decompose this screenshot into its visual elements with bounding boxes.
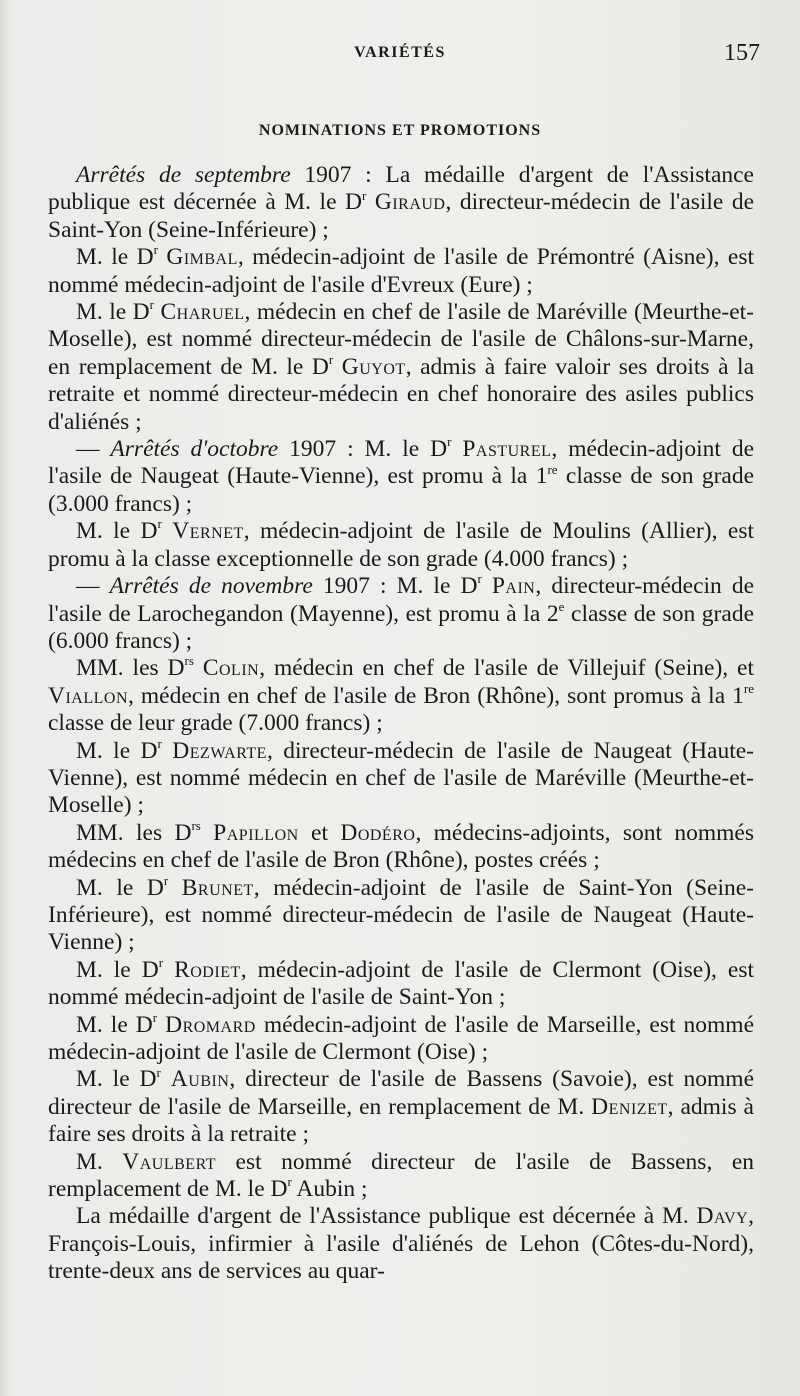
text-run: M. le D bbox=[76, 518, 158, 545]
text-run: M. le D bbox=[76, 737, 158, 764]
text-run: , admis à faire valoir ses droits à la retraite et nommé directeur-médecin en chef honoraire des asiles publics d'aliénés ; bbox=[48, 353, 755, 435]
person-name: Colin bbox=[202, 655, 260, 682]
paragraph-15 bbox=[48, 1203, 754, 1285]
text-run: M. le D bbox=[76, 244, 154, 271]
text-run: , médecin-adjoint de l'asile de Moulins (Allier), est promu à la classe exceptionnelle de son grade (4.000 francs) ; bbox=[48, 518, 755, 572]
text-run: , admis à faire ses droits à la retraite ; bbox=[48, 1093, 754, 1148]
text-run: , médecin-adjoint de l'asile de Prémontré (Aisne), est nommé médecin-adjoint de l'asile d'Evreux (Eure) ; bbox=[48, 244, 755, 298]
text-run: — bbox=[76, 573, 110, 600]
person-name: Vaulbert bbox=[122, 1148, 217, 1175]
paragraph-13 bbox=[48, 1066, 754, 1148]
superscript: rs bbox=[191, 817, 201, 833]
person-name: Denizet bbox=[591, 1093, 668, 1120]
text-run: M. le D bbox=[76, 299, 150, 326]
superscript: r bbox=[287, 1174, 292, 1190]
person-name: Brunet bbox=[181, 874, 254, 901]
text-run: classe de son grade (3.000 francs) ; bbox=[48, 463, 755, 517]
text-run: , médecins-adjoints, sont nommés médecins en chef de l'asile de Bron (Rhône), postes créés ; bbox=[48, 819, 755, 874]
text-run: , médecin en chef de l'asile de Bron (Rhône), sont promus à la 1 bbox=[128, 682, 744, 709]
date-heading: Arrêtés d'octobre bbox=[110, 436, 279, 463]
text-run: et bbox=[298, 819, 341, 846]
text-run: 1907 : M. le D bbox=[278, 436, 448, 463]
text-run: M. le D bbox=[76, 956, 159, 983]
text-run: classe de son grade (6.000 francs) ; bbox=[48, 600, 754, 654]
superscript: r bbox=[477, 571, 482, 587]
text-run: 1907 : La médaille d'argent de l'Assistance publique est décernée à M. le D bbox=[48, 162, 754, 216]
date-heading: Arrêtés de novembre bbox=[109, 573, 313, 600]
superscript: r bbox=[149, 297, 154, 313]
superscript: e bbox=[558, 598, 565, 614]
running-head bbox=[0, 40, 800, 70]
superscript: rs bbox=[184, 653, 194, 669]
person-name: Pasturel bbox=[462, 436, 552, 463]
text-run: M. bbox=[76, 1148, 123, 1175]
date-heading: Arrêtés de septembre bbox=[76, 162, 291, 188]
superscript: r bbox=[152, 1009, 158, 1025]
person-name: Dromard bbox=[165, 1011, 256, 1038]
person-name: Giraud bbox=[374, 189, 446, 216]
text-run: est nommé directeur de l'asile de Bassens, en remplacement de M. le D bbox=[48, 1148, 754, 1203]
text-run: , directeur de l'asile de Bassens (Savoie), est nommé directeur de l'asile de Marseille, en remplacement de M. bbox=[48, 1066, 755, 1120]
superscript: r bbox=[361, 187, 367, 203]
text-run: , médecin-adjoint de l'asile de Naugeat (Haute-Vienne), est promu à la 1 bbox=[48, 436, 754, 490]
person-name: Viallon bbox=[48, 682, 129, 709]
text-run: MM. les D bbox=[76, 819, 192, 846]
person-name: Gimbal bbox=[166, 244, 238, 271]
text-run: , directeur-médecin de l'asile de Naugeat (Haute-Vienne), est nommé médecin en chef de l'asile de Maréville (Meurthe-et-Moselle) ; bbox=[48, 737, 755, 819]
paragraph-2 bbox=[48, 244, 754, 299]
person-name: Pain bbox=[491, 573, 536, 600]
text-run: M. le D bbox=[76, 1011, 153, 1038]
person-name: Papillon bbox=[213, 819, 299, 846]
superscript: r bbox=[157, 516, 162, 532]
text-run: , François-Louis, infirmier à l'asile d'aliénés de Lehon (Côtes-du-Nord), trente-deux ans de services au quar- bbox=[48, 1203, 754, 1285]
paragraph-4 bbox=[48, 436, 754, 518]
text-run: classe de leur grade (7.000 francs) ; bbox=[48, 710, 383, 737]
paragraph-7 bbox=[48, 655, 754, 737]
superscript: r bbox=[447, 434, 452, 450]
text-run: , médecin en chef de l'asile de Maréville (Meurthe-et-Moselle), est nommé directeur-médecin de l'asile de Châlons-sur-Marne, en remplacement de M. le D bbox=[48, 299, 755, 380]
paragraph-6 bbox=[48, 573, 754, 655]
paragraph-11 bbox=[48, 954, 755, 1012]
text-run: 1907 : M. le D bbox=[312, 573, 478, 600]
paragraph-1 bbox=[48, 162, 754, 244]
paragraph-12 bbox=[48, 1009, 755, 1067]
text-run: Aubin ; bbox=[291, 1176, 368, 1203]
superscript: r bbox=[158, 954, 164, 970]
text-run: médecin-adjoint de l'asile de Marseille, est nommé médecin-adjoint de l'asile de Clermont (Oise) ; bbox=[48, 1011, 755, 1065]
text-run: , directeur-médecin de l'asile de Saint-Yon (Seine-Inférieure) ; bbox=[48, 189, 755, 243]
paragraph-14 bbox=[48, 1149, 754, 1204]
text-run: , directeur-médecin de l'asile de Larochegandon (Mayenne), est promu à la 2 bbox=[48, 573, 755, 627]
superscript: r bbox=[157, 735, 162, 751]
text-run: M. le D bbox=[76, 1066, 157, 1093]
text-run: MM. les D bbox=[76, 655, 185, 682]
page-number: 157 bbox=[724, 40, 760, 66]
superscript: r bbox=[163, 872, 169, 888]
person-name: Dodéro bbox=[340, 819, 416, 846]
text-run: , médecin-adjoint de l'asile de Clermont (Oise), est nommé médecin-adjoint de l'asile de Saint-Yon ; bbox=[48, 956, 755, 1011]
text-run: La médaille d'argent de l'Assistance publique est décernée à M. bbox=[76, 1203, 697, 1230]
text-run: , médecin-adjoint de l'asile de Saint-Yon (Seine-Inférieure), est nommé directeur-médecin de l'asile de Naugeat (Haute-Vienne) ; bbox=[48, 874, 754, 956]
text-run: — bbox=[76, 436, 111, 463]
person-name: Dezwarte bbox=[172, 737, 267, 764]
text-run: , médecin en chef de l'asile de Villejuif (Seine), et bbox=[259, 655, 755, 682]
person-name: Charuel bbox=[160, 299, 245, 326]
paragraph-5 bbox=[48, 518, 754, 573]
paragraph-3 bbox=[48, 299, 754, 436]
section-title: NOMINATIONS ET PROMOTIONS bbox=[258, 122, 542, 139]
running-title: VARIÉTÉS bbox=[354, 44, 446, 61]
text-run: M. le D bbox=[76, 874, 164, 901]
paragraph-10 bbox=[48, 872, 754, 957]
article-body bbox=[48, 162, 754, 1286]
person-name: Aubin bbox=[170, 1066, 230, 1093]
paragraph-8 bbox=[48, 735, 755, 820]
person-name: Vernet bbox=[172, 518, 244, 545]
superscript: r bbox=[328, 352, 334, 368]
superscript: re bbox=[743, 680, 754, 696]
paragraph-9 bbox=[48, 817, 755, 875]
person-name: Guyot bbox=[341, 353, 406, 380]
superscript: re bbox=[547, 461, 558, 477]
superscript: r bbox=[156, 1064, 161, 1080]
person-name: Rodiet bbox=[174, 956, 241, 983]
superscript: r bbox=[153, 242, 158, 258]
person-name: Davy bbox=[696, 1203, 749, 1230]
